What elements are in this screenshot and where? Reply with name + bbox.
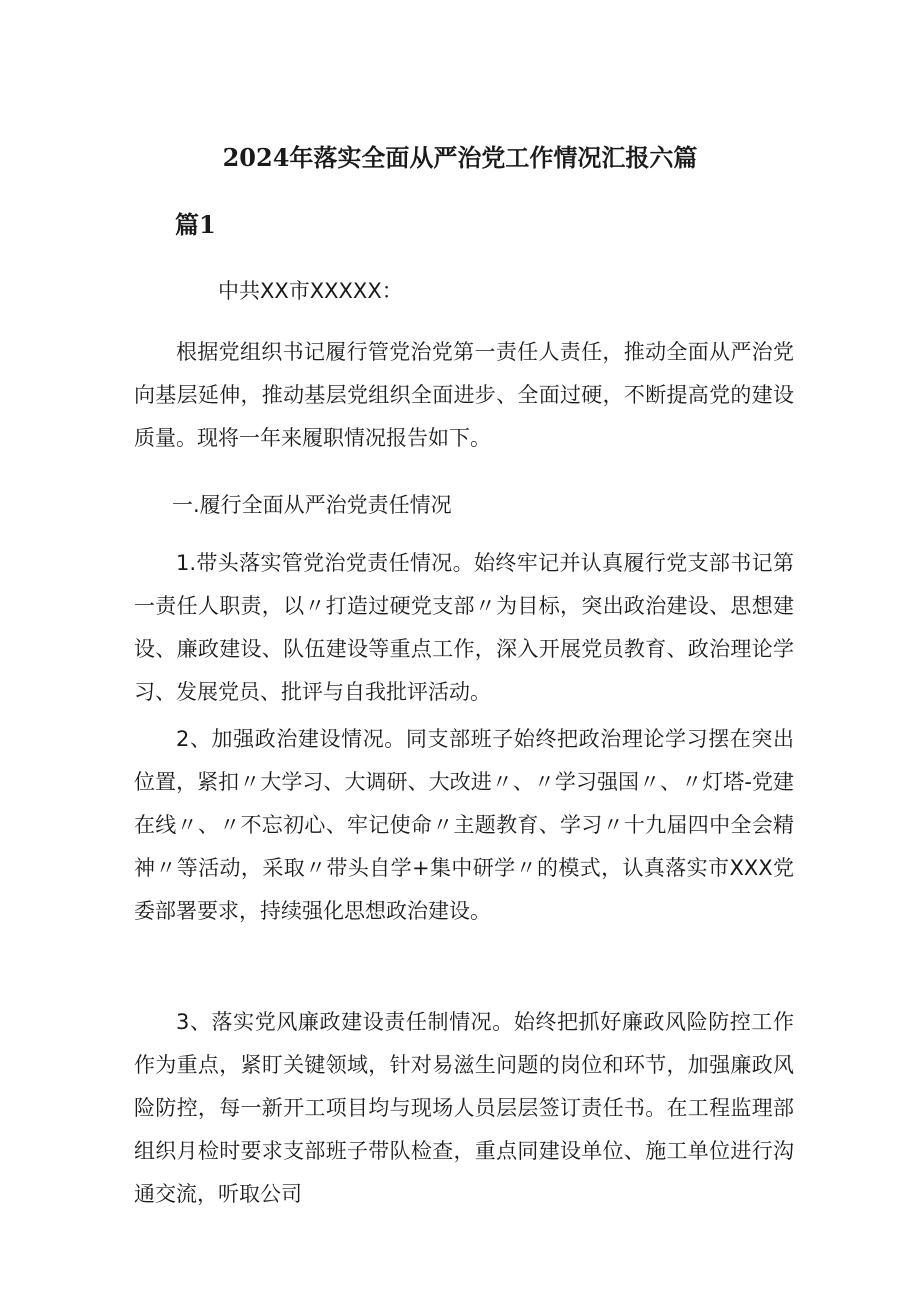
subheading-responsibility: 一.履行全面从严治党责任情况 <box>172 493 452 517</box>
document-title: 2024年落实全面从严治党工作情况汇报六篇 <box>222 143 698 172</box>
section-heading: 篇1 <box>175 210 216 239</box>
paragraph-item-1: 1.带头落实管党治党责任情况。始终牢记并认真履行党支部书记第一责任人职责，以〃打造过硬党支部〃为目标，突出政治建设、思想建设、廉政建设、队伍建设等重点工作，深入开展党员教育、政治理论学习、发展党员、批评与自我批评活动。 <box>134 551 794 704</box>
salutation: 中共XX市XXXXX： <box>218 279 403 303</box>
paragraph-item-3: 3、落实党风廉政建设责任制情况。始终把抓好廉政风险防控工作作为重点，紧盯关键领域，针对易滋生问题的岗位和环节，加强廉政风险防控，每一新开工项目均与现场人员层层签订责任书。在工程监理部组织月检时要求支部班子带队检查，重点同建设单位、施工单位进行沟通交流，听取公司 <box>134 1010 794 1206</box>
paragraph-intro: 根据党组织书记履行管党治党第一责任人责任，推动全面从严治党向基层延伸，推动基层党组织全面进步、全面过硬，不断提高党的建设质量。现将一年来履职情况报告如下。 <box>134 340 794 450</box>
paragraph-item-2: 2、加强政治建设情况。同支部班子始终把政治理论学习摆在突出位置，紧扣〃大学习、大调研、大改进〃、〃学习强国〃、〃灯塔-党建在线〃、〃不忘初心、牢记使命〃主题教育、学习〃十九届四中全会精神〃等活动，采取〃带头自学+集中研学〃的模式，认真落实市XXX党委部署要求，持续强化思想政治建设。 <box>134 727 794 923</box>
